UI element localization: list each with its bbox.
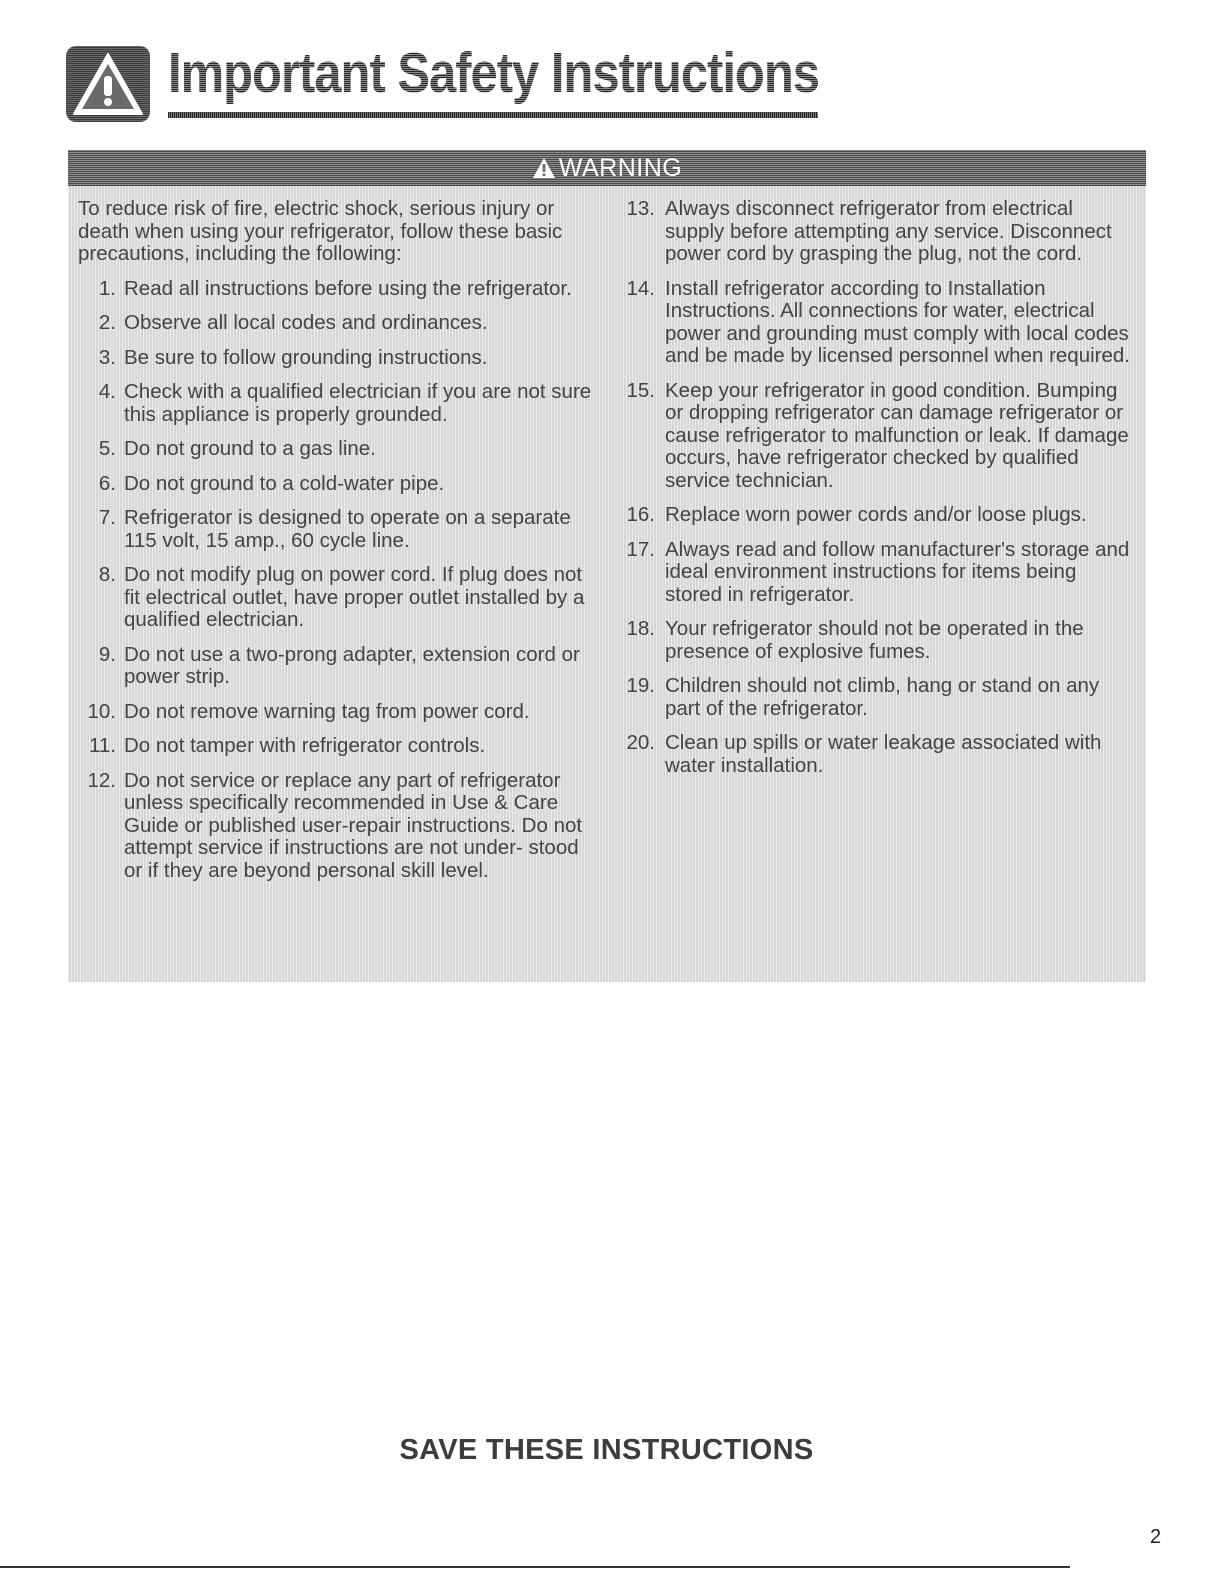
warning-item-text: Do not tamper with refrigerator controls. [124, 734, 486, 757]
warning-box [68, 150, 1146, 982]
warning-item-text: Be sure to follow grounding instructions. [124, 345, 488, 369]
warning-item-number: 15. [626, 378, 655, 402]
warning-item [625, 732, 1137, 777]
warning-item-text: Children should not climb, hang or stand on any part of the refrigerator. [665, 674, 1100, 720]
warning-column-right [625, 198, 1137, 789]
warning-item-number: 4. [98, 380, 116, 403]
warning-item-number: 10. [87, 699, 116, 723]
warning-sign-icon [532, 157, 556, 179]
warning-item-text: Do not remove warning tag from power cord. [124, 699, 530, 723]
warning-item [625, 380, 1137, 493]
warning-label-group [532, 150, 682, 186]
warning-banner [68, 150, 1146, 186]
warning-item [78, 473, 598, 496]
warning-item [78, 701, 598, 724]
bottom-divider [0, 1566, 1070, 1568]
warning-item-number: 19. [626, 674, 655, 697]
warning-item [78, 347, 598, 370]
warning-item [78, 564, 598, 632]
warning-triangle-icon [66, 46, 150, 122]
warning-item-text: Read all instructions before using the refrigerator. [124, 276, 572, 300]
warning-item-text: Do not modify plug on power cord. If plug does not fit electrical outlet, have proper outlet installed by a qualified electrician. [124, 563, 585, 631]
warning-item [78, 770, 598, 883]
warning-item-number: 6. [98, 471, 116, 495]
warning-item [625, 504, 1137, 527]
page-number: 2 [1150, 1526, 1162, 1548]
warning-item-text: Refrigerator is designed to operate on a separate 115 volt, 15 amp., 60 cycle line. [124, 506, 571, 552]
warning-item-text: Do not use a two-prong adapter, extension cord or power strip. [124, 642, 580, 688]
warning-item-text: Your refrigerator should not be operated in the presence of explosive fumes. [665, 617, 1084, 663]
warning-intro: To reduce risk of fire, electric shock, serious injury or death when using your refrigerator, follow these basic precautions, including the following: [78, 197, 563, 265]
warning-item-text: Replace worn power cords and/or loose plugs. [665, 503, 1087, 526]
warning-item [78, 312, 598, 335]
warning-item-number: 11. [89, 734, 116, 757]
warning-label: WARNING [558, 153, 683, 182]
warning-item [78, 507, 598, 552]
warning-item [625, 618, 1137, 663]
warning-item-number: 7. [98, 506, 116, 529]
warning-item-number: 2. [98, 311, 116, 334]
warning-item-text: Do not service or replace any part of refrigerator unless specifically recommended in Use & Care Guide or published user-repair instructions. Do not attempt service if instructions are not under- stood or if they are beyond personal skill level. [124, 768, 583, 882]
warning-item [78, 381, 598, 426]
warning-item [625, 198, 1137, 266]
warning-item [625, 278, 1137, 368]
warning-item-number: 18. [626, 617, 655, 640]
page-header [66, 40, 818, 122]
warning-item-text: Observe all local codes and ordinances. [124, 311, 488, 334]
warning-item-number: 16. [626, 503, 655, 526]
warning-item-text: Clean up spills or water leakage associated with water installation. [665, 731, 1102, 777]
warning-item-number: 17. [626, 537, 655, 561]
warning-item-number: 13. [626, 197, 655, 220]
save-instructions-text: SAVE THESE INSTRUCTIONS [399, 1434, 814, 1466]
warning-item-number: 8. [98, 563, 116, 586]
warning-item-number: 12. [87, 768, 116, 792]
warning-item-number: 9. [98, 642, 116, 666]
warning-item [78, 438, 598, 461]
warning-item-text: Always read and follow manufacturer's storage and ideal environment instructions for items being stored in refrigerator. [665, 537, 1130, 606]
warning-item-text: Always disconnect refrigerator from electrical supply before attempting any service. Disconnect power cord by grasping the plug, not the cord. [665, 197, 1112, 265]
warning-item [625, 539, 1137, 607]
warning-column-left [78, 198, 598, 894]
warning-item-number: 20. [626, 731, 655, 754]
warning-item [78, 735, 598, 758]
warning-item-text: Keep your refrigerator in good condition. Bumping or dropping refrigerator can damage refrigerator or cause refrigerator to malfunction or leak. If damage occurs, have refrigerator checked by qualified service technician. [665, 378, 1129, 492]
warning-item-number: 1. [98, 276, 116, 300]
warning-item-text: Do not ground to a gas line. [124, 437, 376, 460]
page-title: Important Safety Instructions [168, 41, 819, 105]
warning-item [625, 675, 1137, 720]
warning-item [78, 644, 598, 689]
warning-item-text: Do not ground to a cold-water pipe. [124, 471, 445, 495]
warning-item [78, 278, 598, 301]
warning-item-text: Check with a qualified electrician if you are not sure this appliance is properly grounded. [124, 380, 592, 426]
warning-item-number: 14. [626, 276, 655, 300]
title-underline [168, 112, 818, 118]
warning-item-number: 5. [98, 437, 116, 460]
warning-item-text: Install refrigerator according to Installation Instructions. All connections for water, electrical power and grounding must comply with local codes and be made by licensed personnel when required. [665, 276, 1130, 367]
warning-item-number: 3. [98, 345, 116, 369]
